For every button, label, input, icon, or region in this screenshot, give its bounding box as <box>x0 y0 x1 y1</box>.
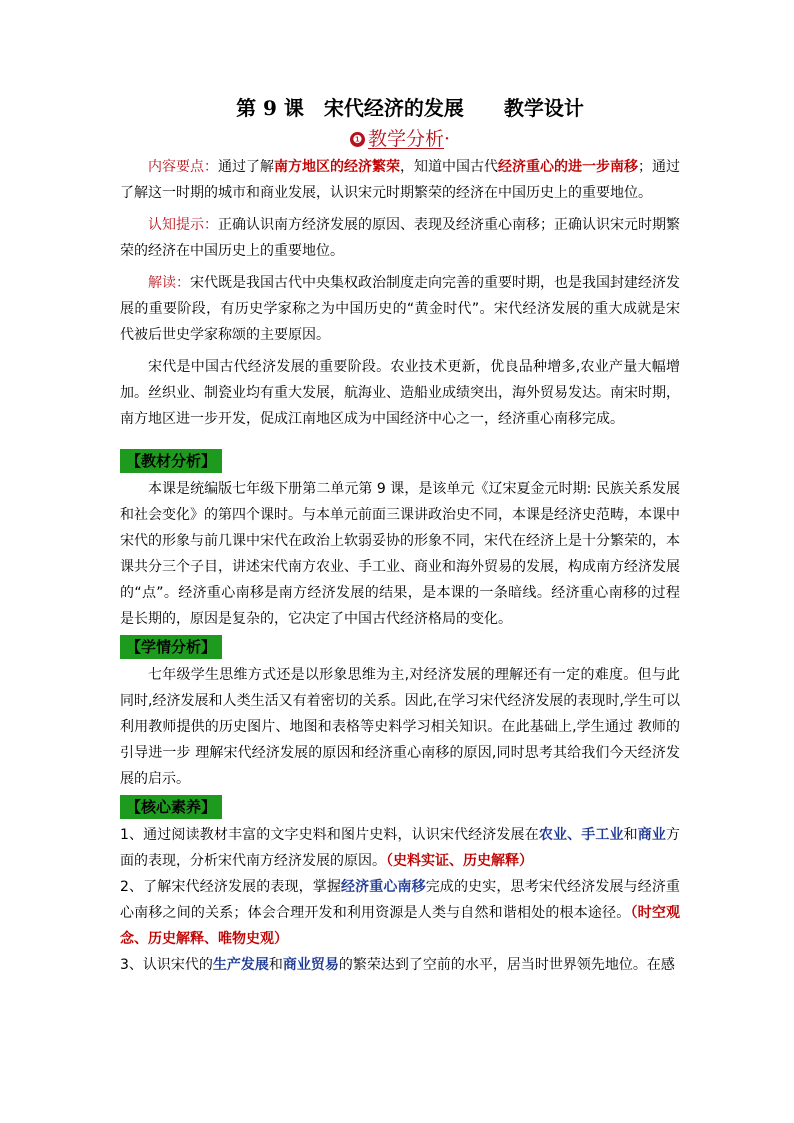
content-points-highlight-2: 经济重心的进一步南移 <box>498 159 638 175</box>
subtitle-text: 教学分析 <box>367 128 444 150</box>
student-analysis-paragraph: 七年级学生思维方式还是以形象思维为主,对经济发展的理解还有一定的难度。但与此同时,经济发展和人类生活又有着密切的关系。因此,在学习宋代经济发展的表现时,学生可以利用教师提供的历史图片、地图和表格等史料学习相关知识。在此基础上,学生通过 教师的引导进一步 理解宋代经济发展的原因和经济重心南移的原因,同时思考其给我们今天经济发展的启示。 <box>120 667 680 787</box>
core-item-3 <box>120 952 680 978</box>
content-points-label: 内容要点： <box>148 159 218 175</box>
core-literacy-heading: 【核心素养】 <box>120 795 222 819</box>
core-literacy-heading-wrap <box>120 792 680 822</box>
core-item-2-bold-1: 经济重心南移 <box>341 879 426 895</box>
core-item-1 <box>120 822 680 874</box>
core-item-2-tag: （时空观念、历史解释、唯物史观） <box>120 905 681 947</box>
cognition-text: 正确认识南方经济发展的原因、表现及经济重心南移；正确认识宋元时期繁荣的经济在中国历史上的重要地位。 <box>120 217 680 259</box>
interpretation-paragraph <box>120 270 680 348</box>
core-item-1-bold-2: 手工业 <box>581 827 624 843</box>
core-item-3-bold-2: 商业贸易 <box>282 957 339 973</box>
cognition-label: 认知提示： <box>148 217 218 233</box>
student-analysis-heading: 【学情分析】 <box>120 635 222 659</box>
interpretation-text: 宋代既是我国古代中央集权政治制度走向完善的重要时期，也是我国封建经济发展的重要阶段，有历史学家称之为中国历史的“黄金时代”。宋代经济发展的重大成就是宋代被后世史学家称颂的主要原因。 <box>120 275 680 343</box>
core-item-1-text-2: 和 <box>623 827 638 843</box>
core-item-3-text-1: 3、认识宋代的 <box>120 957 213 973</box>
core-item-3-text-2: 和 <box>268 957 283 973</box>
core-item-3-text-3: 的繁荣达到了空前的水平，居当时世界领先地位。在感 <box>338 957 675 973</box>
song-economy-paragraph: 宋代是中国古代经济发展的重要阶段。农业技术更新，优良品种增多,农业产量大幅增加。丝织业、制瓷业均有重大发展，航海业、造船业成绩突出，海外贸易发达。南宋时期，南方地区进一步开发，促成江南地区成为中国经济中心之一，经济重心南移完成。 <box>120 359 680 427</box>
document-page <box>120 92 680 978</box>
core-item-1-sep: 、 <box>567 827 582 843</box>
core-item-1-tag: （史料实证、历史解释） <box>386 853 533 869</box>
core-item-1-text-3: 方面的表现，分析宋代南方经济发展的原因。 <box>120 827 681 869</box>
textbook-analysis-heading: 【教材分析】 <box>120 449 222 473</box>
content-points-highlight-1: 南方地区的经济繁荣 <box>274 159 400 175</box>
core-item-1-text-1: 1、通过阅读教材丰富的文字史料和图片史料，认识宋代经济发展在 <box>120 827 539 843</box>
core-item-1-bold-3: 商业 <box>637 827 667 843</box>
content-points-text-1: 通过了解 <box>218 159 274 175</box>
section-subtitle <box>120 124 680 154</box>
subtitle-tail: · <box>443 128 451 150</box>
content-points-text-2: ，知道中国古代 <box>400 159 498 175</box>
core-item-2 <box>120 874 680 952</box>
number-one-icon: ❶ <box>350 132 365 147</box>
core-item-2-text-2: 完成的史实，思考宋代经济发展与经济重心南移之间的关系；体会合理开发和利用资源是人类与自然和谐相处的根本途径。 <box>120 879 680 921</box>
textbook-analysis-paragraph: 本课是统编版七年级下册第二单元第 9 课，是该单元《辽宋夏金元时期: 民族关系发展和社会变化》的第四个课时。与本单元前面三课讲政治史不同，本课是经济史范畴，本课中宋代的形象与前几课中宋代在政治上软弱妥协的形象不同，宋代在经济上是十分繁荣的，本课共分三个子目，讲述宋代南方农业、手工业、商业和海外贸易的发展，构成南方经济发展的“点”。经济重心南移是南方经济发展的结果，是本课的一条暗线。经济重心南移的过程是长期的，原因是复杂的，它决定了中国古代经济格局的变化。 <box>120 481 680 627</box>
core-item-3-bold-1: 生产发展 <box>212 957 269 973</box>
content-points-text-3: ；通过了解这一时期的城市和商业发展，认识宋元时期繁荣的经济在中国历史上的重要地位。 <box>120 159 680 201</box>
page-title: 第 9 课 宋代经济的发展 教学设计 <box>236 96 584 120</box>
cognition-paragraph <box>120 212 680 264</box>
interpretation-label: 解读： <box>148 275 190 291</box>
textbook-analysis-heading-wrap <box>120 446 680 476</box>
core-item-1-bold-1: 农业 <box>538 827 568 843</box>
content-points-paragraph <box>120 154 680 206</box>
student-analysis-heading-wrap <box>120 632 680 662</box>
core-item-2-text-1: 2、了解宋代经济发展的表现，掌握 <box>120 879 341 895</box>
